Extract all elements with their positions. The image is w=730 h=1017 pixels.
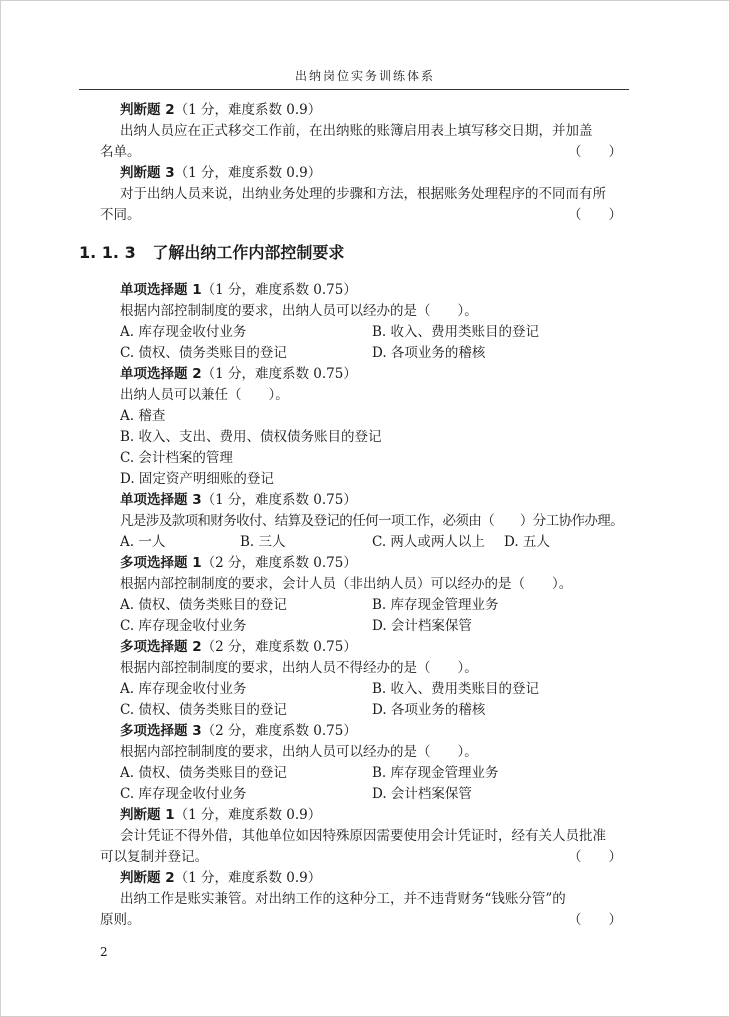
question-label: 多项选择题 2	[120, 639, 202, 655]
options-grid	[100, 322, 630, 364]
question-stem-line: 不同。	[100, 207, 141, 223]
question-heading	[100, 490, 630, 511]
question-heading	[100, 805, 630, 826]
answer-parentheses: （ ）	[568, 912, 622, 928]
page-content	[79, 100, 630, 931]
question-stem: 根据内部控制制度的要求，出纳人员可以经办的是（ ）。	[120, 744, 478, 760]
header-rule	[79, 89, 629, 90]
option-c: C. 库存现金收付业务	[120, 618, 247, 634]
question-meta: （1 分，难度系数 0.75）	[201, 282, 357, 298]
question-label: 判断题 2	[120, 102, 175, 118]
question-label: 判断题 3	[120, 165, 175, 181]
question-stem: 根据内部控制制度的要求，出纳人员可以经办的是（ ）。	[120, 303, 478, 319]
question-stem-line: 出纳人员应在正式移交工作前，在出纳账的账簿启用表上填写移交日期，并加盖	[120, 123, 593, 139]
page-number: 2	[100, 945, 108, 959]
option-c: C. 债权、债务类账目的登记	[120, 345, 287, 361]
option-b: B. 收入、费用类账目的登记	[372, 324, 540, 340]
true-false-question	[100, 805, 630, 868]
option-c: C. 两人或两人以上	[372, 534, 485, 550]
section-number: 1. 1. 3	[79, 243, 136, 262]
question-meta: （2 分，难度系数 0.75）	[201, 639, 357, 655]
question-label: 单项选择题 3	[120, 492, 202, 508]
question-stem: 出纳人员可以兼任（ ）。	[120, 387, 289, 403]
question-stem-row	[100, 205, 630, 226]
question-stem-line: 原则。	[100, 912, 141, 928]
option-c: C. 债权、债务类账目的登记	[120, 702, 287, 718]
option-b: B. 三人	[240, 534, 286, 550]
single-choice-question	[100, 490, 630, 553]
question-label: 多项选择题 3	[120, 723, 202, 739]
option-d: D. 五人	[504, 534, 550, 550]
option-c: C. 库存现金收付业务	[120, 786, 247, 802]
option-a: A. 一人	[120, 534, 166, 550]
question-heading	[100, 100, 630, 121]
answer-parentheses: （ ）	[568, 207, 622, 223]
multiple-choice-question	[100, 553, 630, 637]
question-meta: （1 分，难度系数 0.75）	[201, 492, 357, 508]
section-heading	[79, 242, 630, 264]
options-row	[100, 532, 630, 553]
question-stem-row	[100, 910, 630, 931]
question-meta: （1 分，难度系数 0.9）	[174, 165, 322, 181]
answer-parentheses: （ ）	[568, 144, 622, 160]
question-heading	[100, 280, 630, 301]
option-b: B. 收入、费用类账目的登记	[372, 681, 540, 697]
option-c: C. 会计档案的管理	[120, 450, 233, 466]
option-a: A. 债权、债务类账目的登记	[120, 765, 287, 781]
question-stem-line: 出纳工作是账实兼管。对出纳工作的这种分工，并不违背财务“钱账分管”的	[120, 891, 566, 907]
question-stem-line: 会计凭证不得外借，其他单位如因特殊原因需要使用会计凭证时，经有关人员批准	[120, 828, 606, 844]
question-label: 多项选择题 1	[120, 555, 202, 571]
multiple-choice-question	[100, 637, 630, 721]
question-stem-row	[100, 847, 630, 868]
single-choice-question	[100, 364, 630, 490]
option-d: D. 会计档案保管	[372, 786, 472, 802]
true-false-question	[100, 163, 630, 226]
question-meta: （2 分，难度系数 0.75）	[201, 555, 357, 571]
true-false-question	[100, 868, 630, 931]
option-b: B. 库存现金管理业务	[372, 765, 499, 781]
option-a: A. 库存现金收付业务	[120, 324, 247, 340]
option-d: D. 固定资产明细账的登记	[120, 471, 274, 487]
options-grid	[100, 679, 630, 721]
option-d: D. 各项业务的稽核	[372, 345, 486, 361]
option-a: A. 库存现金收付业务	[120, 681, 247, 697]
option-d: D. 会计档案保管	[372, 618, 472, 634]
question-label: 判断题 2	[120, 870, 175, 886]
single-choice-question	[100, 280, 630, 364]
options-grid	[100, 763, 630, 805]
multiple-choice-question	[100, 721, 630, 805]
answer-parentheses: （ ）	[568, 849, 622, 865]
section-title: 了解出纳工作内部控制要求	[152, 243, 345, 262]
question-stem: 凡是涉及款项和财务收付、结算及登记的任何一项工作，必须由（ ）分工协作办理。	[120, 513, 624, 529]
running-header: 出纳岗位实务训练体系	[294, 69, 435, 83]
question-heading	[100, 364, 630, 385]
question-stem-line: 可以复制并登记。	[100, 849, 208, 865]
question-meta: （1 分，难度系数 0.9）	[174, 102, 322, 118]
question-stem: 根据内部控制制度的要求，出纳人员不得经办的是（ ）。	[120, 660, 478, 676]
options-grid	[100, 595, 630, 637]
question-heading	[100, 637, 630, 658]
question-meta: （2 分，难度系数 0.75）	[201, 723, 357, 739]
question-heading	[100, 721, 630, 742]
option-d: D. 各项业务的稽核	[372, 702, 486, 718]
question-heading	[100, 163, 630, 184]
true-false-question	[100, 100, 630, 163]
question-meta: （1 分，难度系数 0.9）	[174, 870, 322, 886]
option-b: B. 库存现金管理业务	[372, 597, 499, 613]
question-heading	[100, 553, 630, 574]
option-a: A. 债权、债务类账目的登记	[120, 597, 287, 613]
question-stem-line: 名单。	[100, 144, 141, 160]
question-stem-row	[100, 142, 630, 163]
question-meta: （1 分，难度系数 0.9）	[174, 807, 322, 823]
option-b: B. 收入、支出、费用、债权债务账目的登记	[120, 429, 382, 445]
question-label: 判断题 1	[120, 807, 175, 823]
question-meta: （1 分，难度系数 0.75）	[201, 366, 357, 382]
question-label: 单项选择题 2	[120, 366, 202, 382]
question-label: 单项选择题 1	[120, 282, 202, 298]
option-a: A. 稽查	[120, 408, 166, 424]
question-stem: 根据内部控制制度的要求，会计人员（非出纳人员）可以经办的是（ ）。	[120, 576, 573, 592]
question-heading	[100, 868, 630, 889]
question-stem-line: 对于出纳人员来说，出纳业务处理的步骤和方法，根据账务处理程序的不同而有所	[120, 186, 606, 202]
